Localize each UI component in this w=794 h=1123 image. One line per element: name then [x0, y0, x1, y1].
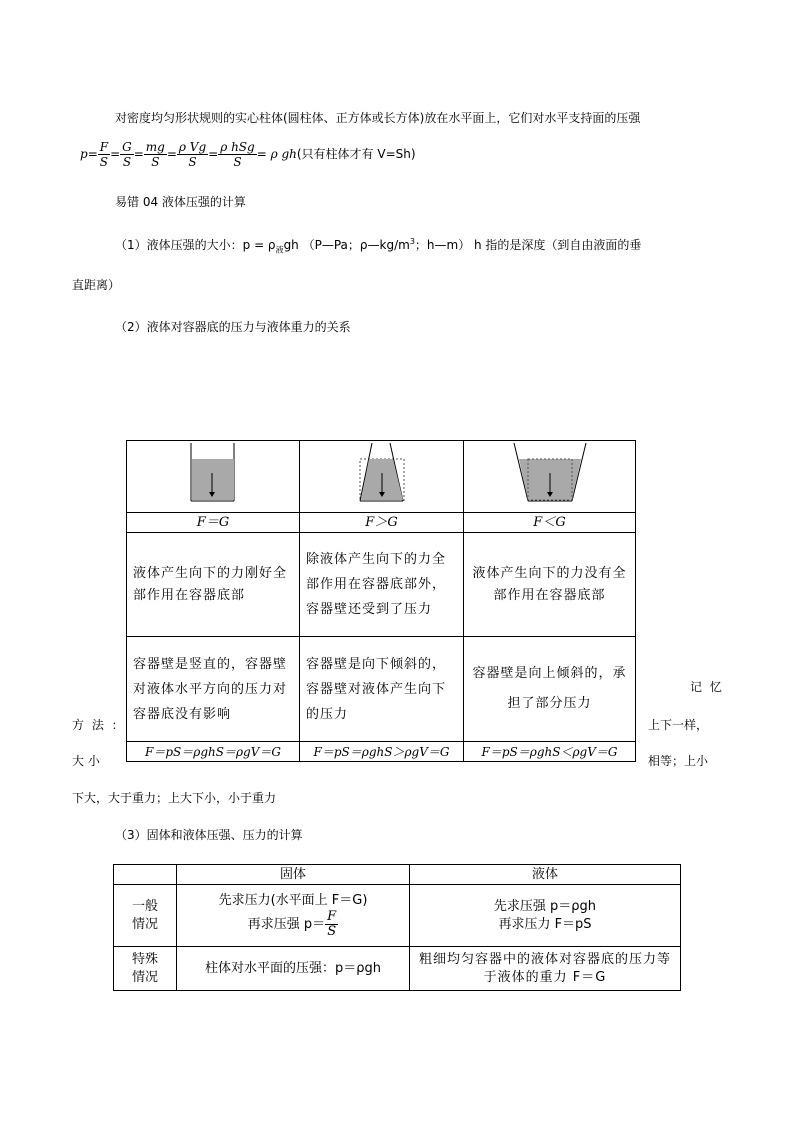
pressure-formula: p= $\frac{F}{S}$ = $\frac{G}{S}$ = $\frac{mg}{S}$ = $\frac{\text{ρ Vg}}{S}$ = $\frac{\text{ρ hSg}}{S}$ = ρ gh(只有柱体才有 V=Sh) — [80, 140, 416, 169]
formula-cell-3: F＝pS＝ρghS＜ρgV＝G — [464, 742, 636, 762]
memory-right-2: 上下一样， — [648, 718, 709, 732]
label-f-gt-g: F＞G — [300, 513, 464, 533]
item1-line2: 直距离） — [72, 278, 121, 292]
general-liquid-cell: 先求压强 p＝ρgh 再求压力 F＝pS — [410, 885, 681, 947]
wall-cell-1: 容器壁是竖直的，容器壁对液体水平方向的压力对容器底没有影响 — [127, 637, 300, 742]
general-solid-cell: 先求压力(水平面上 F＝G) 再求压强 p＝ $\frac{F}{S}$ — [177, 885, 410, 947]
solid-liquid-table — [113, 864, 681, 991]
formula-cell-1: F＝pS＝ρghS＝ρgV＝G — [127, 742, 300, 762]
straight-container-diagram — [127, 441, 299, 504]
narrow-top-container-diagram — [300, 441, 463, 504]
item3-title: （3）固体和液体压强、压力的计算 — [115, 828, 303, 842]
special-solid-cell: 柱体对水平面的压强：p＝ρgh — [177, 947, 410, 991]
container-table — [126, 440, 636, 762]
diagram-cell-narrow-top — [300, 441, 464, 513]
memory-line: 下大，大于重力；上大下小，小于重力 — [72, 791, 277, 805]
fraction-rhsg-s: $\frac{\text{ρ hSg}}{S}$ — [220, 140, 255, 169]
intro-line: 对密度均匀形状规则的实心柱体(圆柱体、正方体或长方体)放在水平面上，它们对水平支持面的压强 — [115, 111, 641, 125]
formula-p: p — [80, 147, 88, 161]
special-liquid-cell: 粗细均匀容器中的液体对容器底的压力等于液体的重力 F＝G — [410, 947, 681, 991]
formula-note: (只有柱体才有 V=Sh) — [296, 147, 416, 161]
label-f-lt-g: F＜G — [464, 513, 636, 533]
desc-cell-2: 除液体产生向下的力全部作用在容器底部外，容器壁还受到了压力 — [300, 533, 464, 637]
item1-line: （1）液体压强的大小：$p = \rho_液gh$ （P—Pa；$\rho—kg/m^3$；h—m） h 指的是深度（到自由液面的垂 — [115, 237, 642, 255]
desc-cell-3: 液体产生向下的力没有全部作用在容器底部 — [464, 533, 636, 637]
rho-subscript: 液 — [275, 245, 284, 255]
formula-rho-gh: ρ gh — [270, 147, 297, 161]
item2-title: （2）液体对容器底的压力与液体重力的关系 — [115, 320, 351, 334]
corner-header — [114, 865, 177, 885]
memory-left-2: 大 小 — [72, 754, 100, 768]
fraction-f-s: $\frac{F}{S}$ — [99, 140, 109, 169]
liquid-header: 液体 — [410, 865, 681, 885]
wide-top-container-diagram — [464, 441, 635, 504]
special-case-label: 特殊情况 — [114, 947, 177, 991]
diagram-cell-wide-top — [464, 441, 636, 513]
wall-cell-2: 容器壁是向下倾斜的，容器壁对液体产生向下的压力 — [300, 637, 464, 742]
formula-cell-2: F＝pS＝ρghS＞ρgV＝G — [300, 742, 464, 762]
section-title: 易错 04 液体压强的计算 — [115, 195, 246, 209]
desc-cell-1: 液体产生向下的力刚好全部作用在容器底部 — [127, 533, 300, 637]
memory-right-1: 记 忆 — [690, 680, 724, 694]
fraction-mg-s: $\frac{mg}{S}$ — [145, 140, 165, 169]
general-case-label: 一般情况 — [114, 885, 177, 947]
label-f-eq-g: F＝G — [127, 513, 300, 533]
unit-superscript: 3 — [409, 237, 415, 246]
fraction-rvg-s: $\frac{\text{ρ Vg}}{S}$ — [178, 140, 207, 169]
diagram-cell-straight — [127, 441, 300, 513]
wall-cell-3: 容器壁是向上倾斜的，承担了部分压力 — [464, 637, 636, 742]
fraction-g-s: $\frac{G}{S}$ — [122, 140, 132, 169]
memory-right-3: 相等；上小 — [648, 754, 709, 768]
memory-left-1: 方 法 ： — [72, 718, 126, 732]
fraction-f-over-s: $\frac{F}{S}$ — [327, 909, 337, 939]
solid-header: 固体 — [177, 865, 410, 885]
